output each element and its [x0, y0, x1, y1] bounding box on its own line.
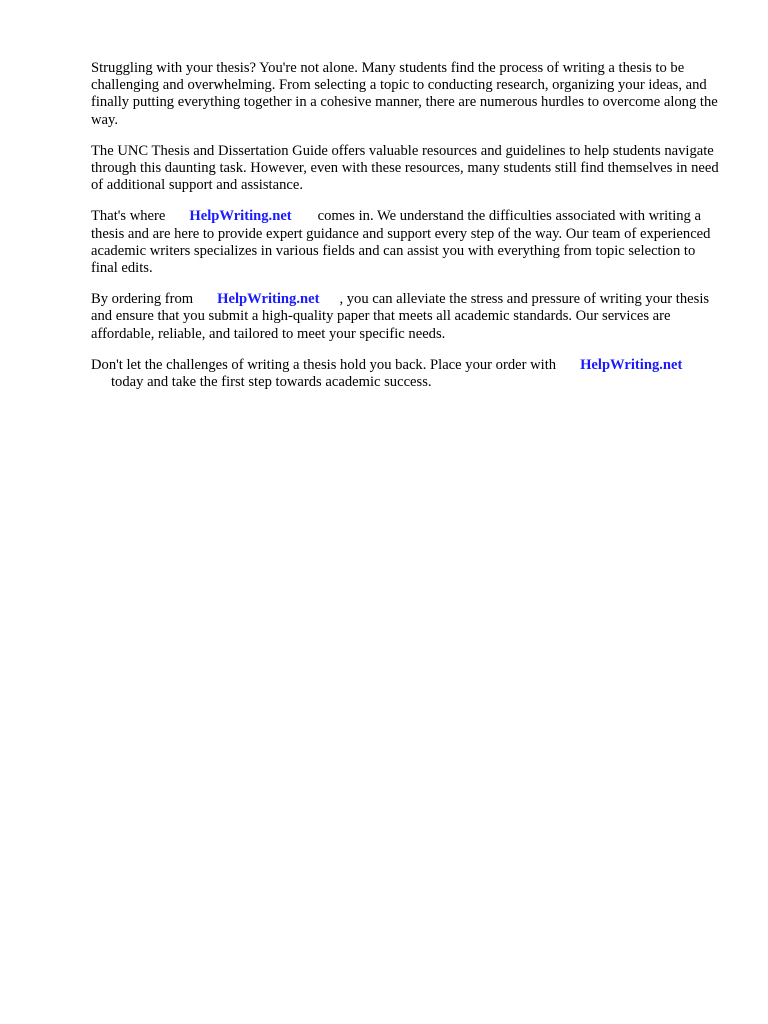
ordering-text: By ordering from [91, 291, 194, 308]
paragraph-closing [91, 357, 723, 391]
helpwriting-link-1[interactable]: HelpWriting.net [189, 208, 292, 225]
helpwriting-link-3[interactable]: HelpWriting.net [580, 356, 683, 373]
paragraph-intro [91, 60, 723, 129]
guide-text: The UNC Thesis and Dissertation Guide offers valuable resources and guidelines to help students navigate through this daunting task. However, even with these resources, many students still find themselves in need of additional support and assistance. [91, 142, 719, 194]
comes-in-text: comes in. We understand the difficulties associated with writing a thesis and are here to provide expert guidance and support every step of the way. Our team of experienced academic writers specializes in various fields and can assist you with everything from topic selection to final edits. [91, 208, 711, 277]
helpwriting-link-2[interactable]: HelpWriting.net [217, 291, 320, 308]
alleviate-text: , you can alleviate the stress and pressure of writing your thesis and ensure that you submit a high-quality paper that meets all academic standards. Our services are affordable, reliable, and tailored to meet your specific needs. [91, 291, 710, 342]
intro-text: Struggling with your thesis? You're not alone. Many students find the process of writing a thesis to be challenging and overwhelming. From selecting a topic to conducting research, organizing your ideas, and finally putting everything together in a cohesive manner, there are numerous hurdles to overcome along the way. [91, 60, 718, 128]
paragraph-thats-where [91, 208, 723, 277]
paragraph-guide [91, 143, 723, 195]
thats-where-text: That's where [91, 208, 166, 225]
closing-end-text: today and take the first step towards academic success. [111, 374, 432, 391]
closing-text: Don't let the challenges of writing a thesis hold you back. Place your order with [91, 356, 557, 373]
document-page [91, 60, 723, 405]
paragraph-ordering [91, 291, 723, 343]
